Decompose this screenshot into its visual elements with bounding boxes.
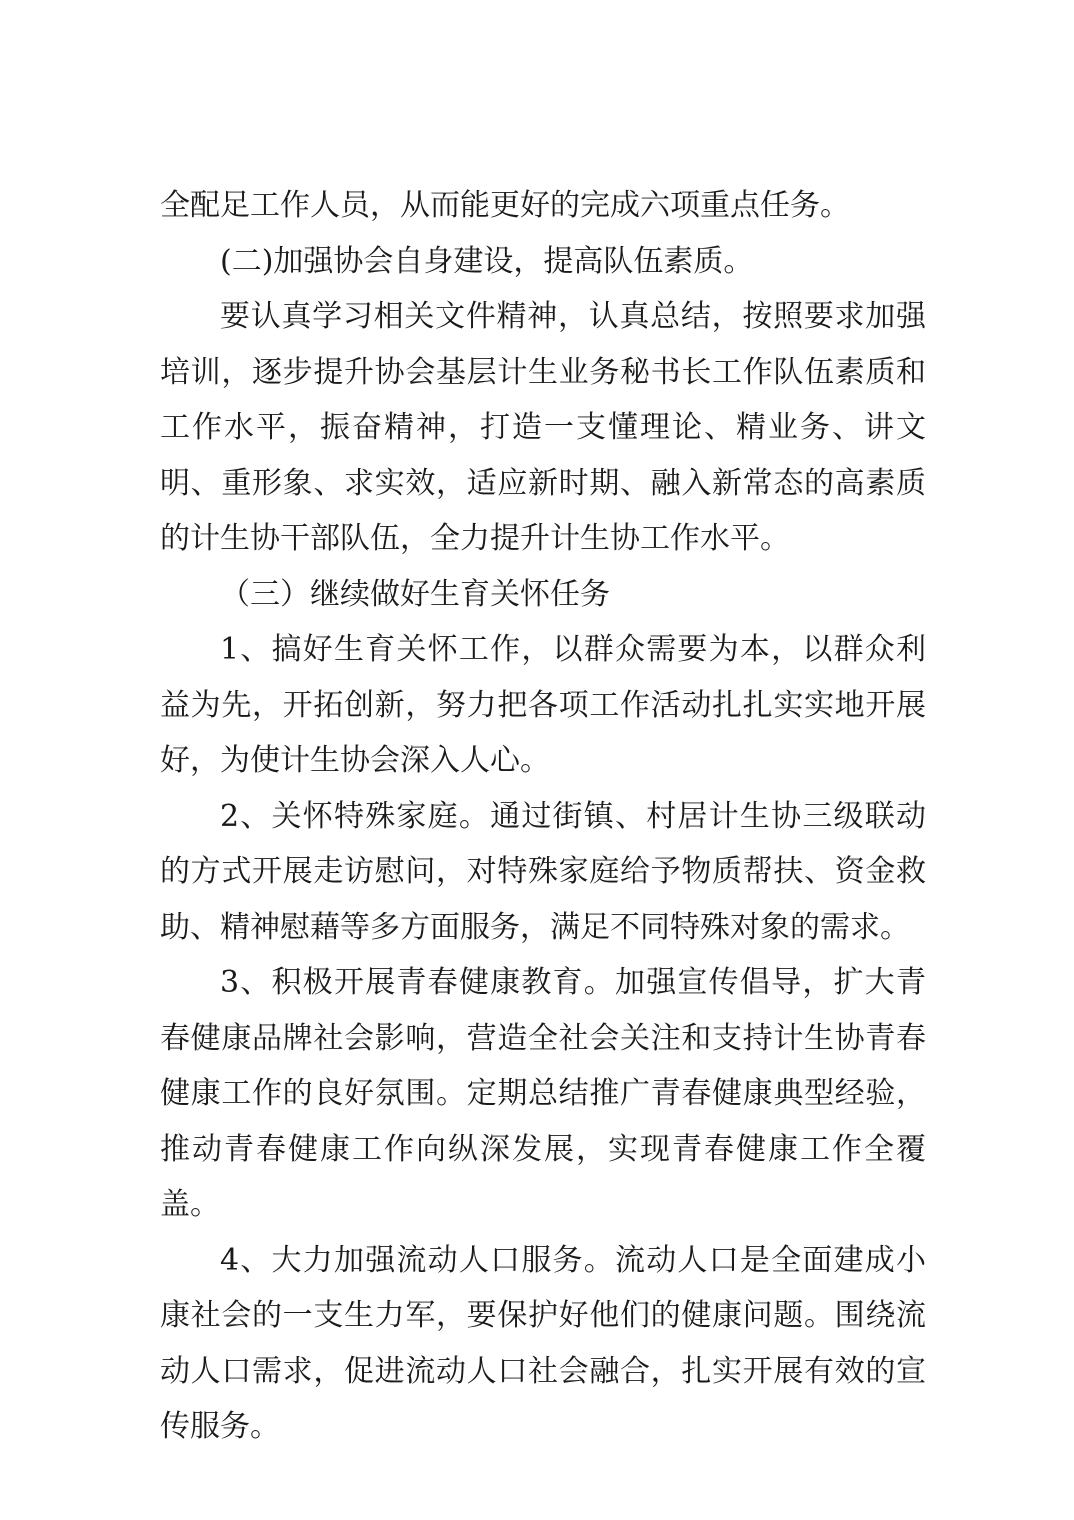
document-body [160,178,926,1455]
section-heading-3: （三）继续做好生育关怀任务 [220,576,610,612]
paragraph-item-2: 2、关怀特殊家庭。通过街镇、村居计生协三级联动的方式开展走访慰问，对特殊家庭给予物质帮扶、资金救助、精神慰藉等多方面服务，满足不同特殊对象的需求。 [160,798,926,945]
section-heading-2: (二)加强协会自身建设，提高队伍素质。 [220,243,754,279]
paragraph-item-3: 3、积极开展青春健康教育。加强宣传倡导，扩大青春健康品牌社会影响，营造全社会关注和支持计生协青春健康工作的良好氛围。定期总结推广青春健康典型经验，推动青春健康工作向纵深发展，实现青春健康工作全覆盖。 [160,965,926,1222]
paragraph-item-4: 4、大力加强流动人口服务。流动人口是全面建成小康社会的一支生力军，要保护好他们的健康问题。围绕流动人口需求，促进流动人口社会融合，扎实开展有效的宣传服务。 [160,1242,926,1444]
paragraph-continuation: 全配足工作人员，从而能更好的完成六项重点任务。 [160,188,850,223]
paragraph-training: 要认真学习相关文件精神，认真总结，按照要求加强培训，逐步提升协会基层计生业务秘书长工作队伍素质和工作水平，振奋精神，打造一支懂理论、精业务、讲文明、重形象、求实效，适应新时期、融入新常态的高素质的计生协干部队伍，全力提升计生协工作水平。 [160,299,926,556]
paragraph-item-1: 1、搞好生育关怀工作，以群众需要为本，以群众利益为先，开拓创新，努力把各项工作活动扎扎实实地开展好，为使计生协会深入人心。 [160,632,926,778]
